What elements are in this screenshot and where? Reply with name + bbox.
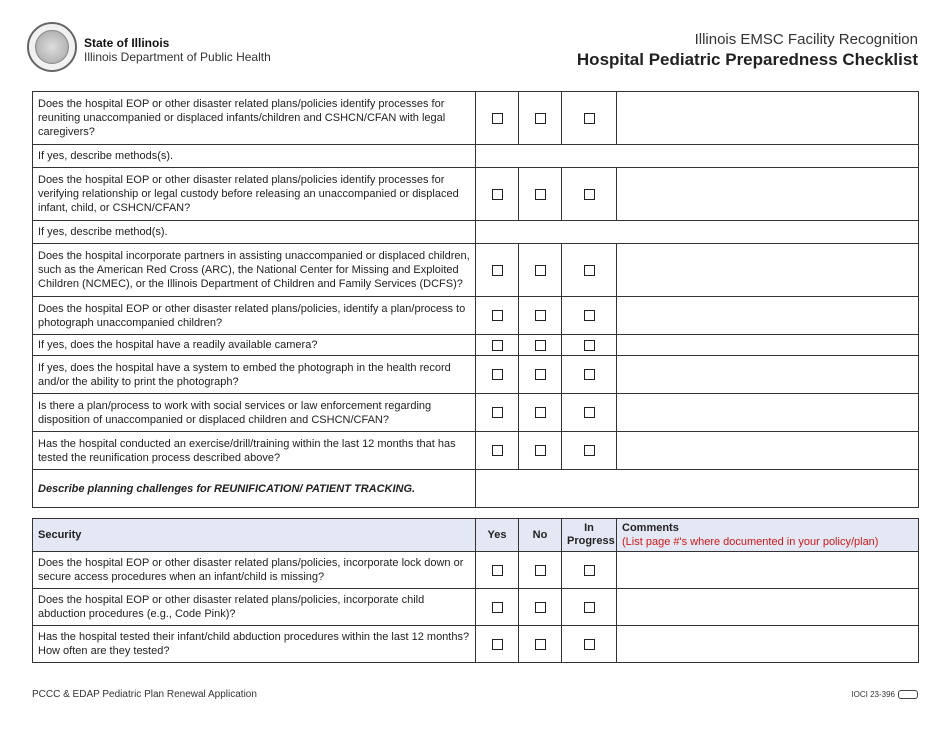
- yes-cell: [476, 432, 519, 470]
- in-progress-cell: [562, 589, 617, 626]
- section-title-cell: [33, 519, 476, 552]
- followup-text: If yes, describe methods(s).: [33, 145, 476, 168]
- question-text: Has the hospital tested their infant/child abduction procedures within the last 12 months? How often are they tested?: [33, 626, 476, 663]
- in-progress-cell: [562, 432, 617, 470]
- yes-cell: [476, 626, 519, 663]
- description-field[interactable]: [476, 145, 919, 168]
- program-title: Illinois EMSC Facility Recognition: [694, 31, 918, 48]
- yes-checkbox[interactable]: [492, 445, 503, 456]
- question-text: Has the hospital conducted an exercise/drill/training within the last 12 months that has tested the reunification process described above?: [33, 432, 476, 470]
- no-cell: [519, 335, 562, 356]
- no-checkbox[interactable]: [535, 113, 546, 124]
- yes-checkbox[interactable]: [492, 407, 503, 418]
- no-checkbox[interactable]: [535, 445, 546, 456]
- yes-checkbox[interactable]: [492, 369, 503, 380]
- in-progress-checkbox[interactable]: [584, 189, 595, 200]
- yes-checkbox[interactable]: [492, 602, 503, 613]
- col-comments-header: [617, 519, 919, 552]
- challenges-field[interactable]: [476, 470, 919, 508]
- in-progress-checkbox[interactable]: [584, 265, 595, 276]
- comments-field[interactable]: [617, 335, 919, 356]
- in-progress-cell: [562, 297, 617, 335]
- comments-field[interactable]: [617, 552, 919, 589]
- in-progress-cell: [562, 92, 617, 145]
- no-cell: [519, 589, 562, 626]
- in-progress-cell: [562, 552, 617, 589]
- no-checkbox[interactable]: [535, 565, 546, 576]
- no-cell: [519, 168, 562, 221]
- reunification-table: [32, 91, 919, 508]
- table-row: [33, 356, 919, 394]
- yes-checkbox[interactable]: [492, 265, 503, 276]
- in-progress-cell: [562, 335, 617, 356]
- table-row: [33, 394, 919, 432]
- in-progress-checkbox[interactable]: [584, 340, 595, 351]
- question-text: Does the hospital EOP or other disaster related plans/policies, incorporate child abduction procedures (e.g., Code Pink)?: [33, 589, 476, 626]
- question-text: Does the hospital EOP or other disaster related plans/policies, identify a plan/process to photograph unaccompanied children?: [33, 297, 476, 335]
- in-progress-checkbox[interactable]: [584, 310, 595, 321]
- no-checkbox[interactable]: [535, 407, 546, 418]
- no-cell: [519, 297, 562, 335]
- table-row: [33, 221, 919, 244]
- in-progress-checkbox[interactable]: [584, 445, 595, 456]
- in-progress-checkbox[interactable]: [584, 565, 595, 576]
- footer-form-number: [851, 690, 918, 699]
- in-progress-checkbox[interactable]: [584, 602, 595, 613]
- yes-cell: [476, 168, 519, 221]
- no-checkbox[interactable]: [535, 602, 546, 613]
- yes-cell: [476, 244, 519, 297]
- no-cell: [519, 356, 562, 394]
- no-checkbox[interactable]: [535, 639, 546, 650]
- comments-field[interactable]: [617, 626, 919, 663]
- yes-cell: [476, 589, 519, 626]
- table-row: [33, 145, 919, 168]
- yes-checkbox[interactable]: [492, 189, 503, 200]
- yes-checkbox[interactable]: [492, 340, 503, 351]
- security-title: Security: [38, 529, 82, 541]
- yes-cell: [476, 335, 519, 356]
- no-cell: [519, 244, 562, 297]
- comments-field[interactable]: [617, 356, 919, 394]
- no-cell: [519, 92, 562, 145]
- comments-field[interactable]: [617, 432, 919, 470]
- comments-title: Comments: [622, 522, 679, 534]
- table-row: [33, 92, 919, 145]
- in-progress-cell: [562, 244, 617, 297]
- question-text: If yes, does the hospital have a readily available camera?: [33, 335, 476, 356]
- state-seal-logo: [27, 22, 77, 72]
- question-text: If yes, does the hospital have a system to embed the photograph in the health record and/or the ability to print the photograph?: [33, 356, 476, 394]
- checklist-title: Hospital Pediatric Preparedness Checklist: [576, 50, 918, 69]
- col-yes-header: Yes: [476, 519, 519, 552]
- comments-field[interactable]: [617, 394, 919, 432]
- question-text: Does the hospital incorporate partners in assisting unaccompanied or displaced children, such as the American Red Cross (ARC), the National Center for Missing and Exploited Children (NCMEC), or the Illinois Department of Children and Family Services (DCFS)?: [33, 244, 476, 297]
- question-text: Does the hospital EOP or other disaster related plans/policies identify processes for verifying relationship or legal custody before releasing an unaccompanied or displaced infant, child, or CSHCN/CFAN?: [33, 168, 476, 221]
- security-header-row: [33, 519, 919, 552]
- yes-cell: [476, 92, 519, 145]
- followup-text: If yes, describe method(s).: [33, 221, 476, 244]
- in-progress-checkbox[interactable]: [584, 369, 595, 380]
- no-cell: [519, 394, 562, 432]
- table-row: [33, 432, 919, 470]
- agency-block: [84, 36, 271, 64]
- no-cell: [519, 626, 562, 663]
- in-progress-checkbox[interactable]: [584, 113, 595, 124]
- in-progress-cell: [562, 394, 617, 432]
- security-table: [32, 518, 919, 663]
- col-no-header: No: [519, 519, 562, 552]
- comments-field[interactable]: [617, 589, 919, 626]
- in-progress-checkbox[interactable]: [584, 639, 595, 650]
- no-checkbox[interactable]: [535, 310, 546, 321]
- question-text: Is there a plan/process to work with social services or law enforcement regarding disposition of unaccompanied or displaced children and CSHCN/CFAN?: [33, 394, 476, 432]
- no-checkbox[interactable]: [535, 369, 546, 380]
- no-cell: [519, 552, 562, 589]
- table-row: [33, 552, 919, 589]
- in-progress-cell: [562, 356, 617, 394]
- yes-cell: [476, 394, 519, 432]
- yes-cell: [476, 297, 519, 335]
- yes-checkbox[interactable]: [492, 310, 503, 321]
- yes-checkbox[interactable]: [492, 639, 503, 650]
- agency-department: Illinois Department of Public Health: [84, 50, 271, 64]
- table-row: [33, 244, 919, 297]
- table-row: [33, 626, 919, 663]
- table-row: [33, 297, 919, 335]
- document-titles: [577, 30, 918, 70]
- table-row: [33, 168, 919, 221]
- yes-checkbox[interactable]: [492, 113, 503, 124]
- no-checkbox[interactable]: [535, 340, 546, 351]
- no-checkbox[interactable]: [535, 189, 546, 200]
- description-field[interactable]: [476, 221, 919, 244]
- comments-field[interactable]: [617, 92, 919, 145]
- agency-state: State of Illinois: [84, 36, 170, 50]
- form-number: IOCI 23-396: [851, 690, 895, 699]
- printer-logo-icon: [898, 690, 918, 699]
- yes-cell: [476, 552, 519, 589]
- table-row: [33, 589, 919, 626]
- challenges-prompt: Describe planning challenges for REUNIFICATION/ PATIENT TRACKING.: [33, 470, 476, 508]
- table-row: [33, 470, 919, 508]
- footer-application-name: PCCC & EDAP Pediatric Plan Renewal Application: [32, 689, 257, 700]
- yes-cell: [476, 356, 519, 394]
- comments-note: (List page #'s where documented in your policy/plan): [622, 536, 879, 548]
- no-cell: [519, 432, 562, 470]
- comments-field[interactable]: [617, 244, 919, 297]
- no-checkbox[interactable]: [535, 265, 546, 276]
- yes-checkbox[interactable]: [492, 565, 503, 576]
- comments-field[interactable]: [617, 297, 919, 335]
- comments-field[interactable]: [617, 168, 919, 221]
- in-progress-cell: [562, 168, 617, 221]
- question-text: Does the hospital EOP or other disaster related plans/policies identify processes for reuniting unaccompanied or displaced infants/children and CSHCN/CFAN with legal caregivers?: [33, 92, 476, 145]
- col-in-progress-header: In Progress: [562, 519, 617, 552]
- page-header: [0, 0, 950, 86]
- table-row: [33, 335, 919, 356]
- in-progress-cell: [562, 626, 617, 663]
- in-progress-checkbox[interactable]: [584, 407, 595, 418]
- question-text: Does the hospital EOP or other disaster related plans/policies, incorporate lock down or secure access procedures when an infant/child is missing?: [33, 552, 476, 589]
